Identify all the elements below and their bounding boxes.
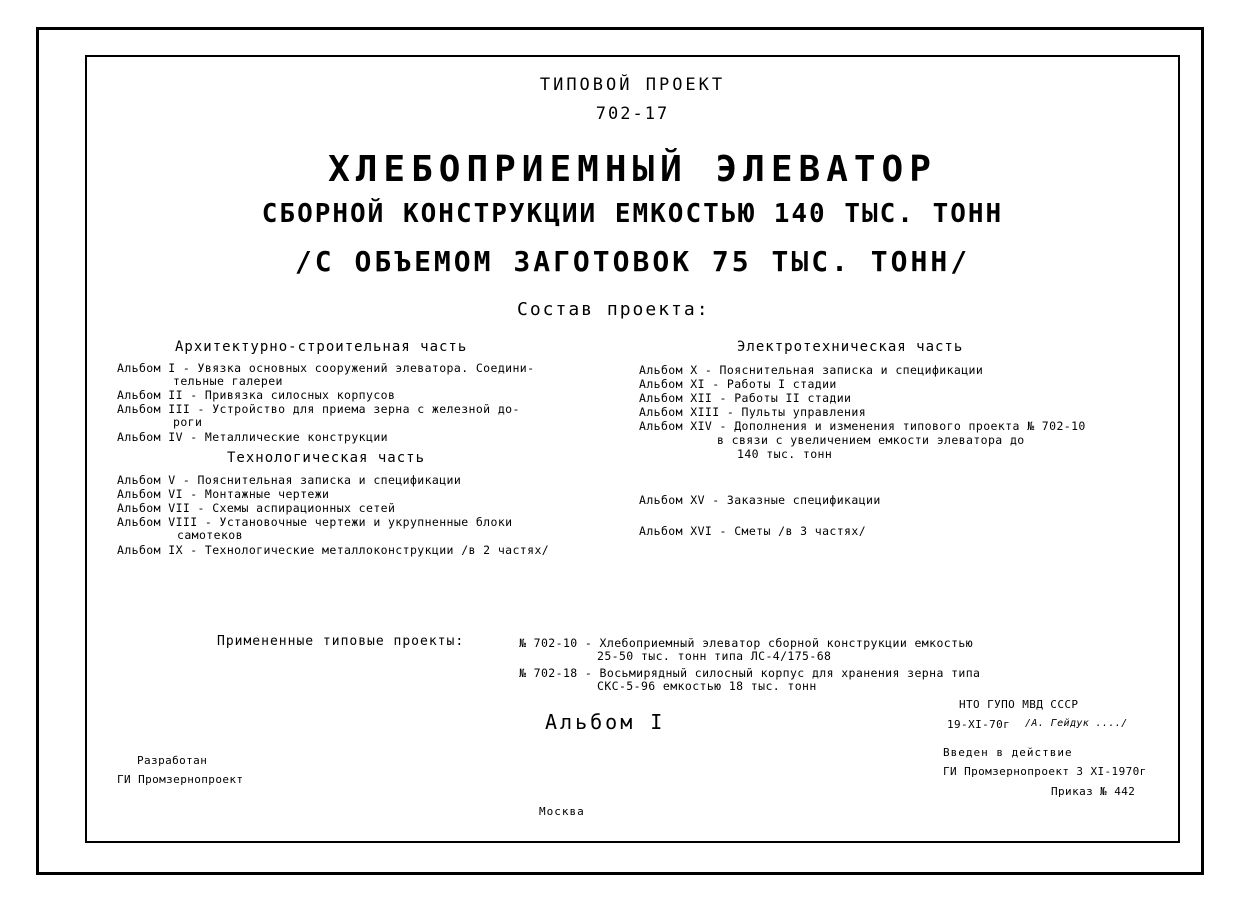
subtitle-capacity: СБОРНОЙ КОНСТРУКЦИИ ЕМКОСТЬЮ 140 ТЫС. ТОНН bbox=[261, 199, 1004, 229]
album-1: Альбом I - Увязка основных сооружений элеватора. Соедини- тельные галереи bbox=[117, 361, 535, 388]
album-2: Альбом II - Привязка силосных корпусов bbox=[117, 388, 396, 402]
developer-label: Разработан bbox=[137, 754, 208, 767]
album-9: Альбом IX - Технологические металлоконструкции /в 2 частях/ bbox=[117, 543, 550, 557]
album-7: Альбом VII - Схемы аспирационных сетей bbox=[117, 501, 396, 515]
developer-org: ГИ Промзернопроект bbox=[117, 773, 244, 786]
approval-date: 19-XI-70г bbox=[947, 718, 1011, 731]
album-14-note-line1: в связи с увеличением емкости элеватора до bbox=[717, 433, 1025, 447]
applied-projects-label: Примененные типовые проекты: bbox=[217, 634, 465, 649]
album-15: Альбом XV - Заказные спецификации bbox=[639, 493, 881, 507]
album-14-note-line2: 140 тыс. тонн bbox=[737, 447, 833, 461]
approval-org: НТО ГУПО МВД СССР bbox=[959, 698, 1079, 711]
main-title: ХЛЕБОПРИЕМНЫЙ ЭЛЕВАТОР bbox=[328, 149, 937, 190]
applied-project-1: № 702-10 - Хлебоприемный элеватор сборной конструкции емкостью 25-50 тыс. тонн типа ЛС-4/175-68 bbox=[519, 636, 974, 663]
enacted-label: Введен в действие bbox=[943, 746, 1073, 759]
album-3: Альбом III - Устройство для приема зерна с железной до- роги bbox=[117, 402, 520, 429]
city: Москва bbox=[539, 805, 585, 818]
elec-section-heading: Электротехническая часть bbox=[737, 339, 964, 355]
album-8: Альбом VIII - Установочные чертежи и укрупненные блоки самотеков bbox=[117, 515, 513, 542]
album-12: Альбом XII - Работы II стадии bbox=[639, 391, 852, 405]
album-6: Альбом VI - Монтажные чертежи bbox=[117, 487, 330, 501]
arch-section-heading: Архитектурно-строительная часть bbox=[175, 339, 468, 355]
title-sheet bbox=[85, 55, 1180, 843]
project-number: 702-17 bbox=[595, 104, 670, 124]
album-11: Альбом XI - Работы I стадии bbox=[639, 377, 837, 391]
album-10: Альбом X - Пояснительная записка и спецификации bbox=[639, 363, 984, 377]
approval-signature: /А. Гейдук ..../ bbox=[1025, 718, 1128, 729]
album-14: Альбом XIV - Дополнения и изменения типового проекта № 702-10 bbox=[639, 419, 1086, 433]
enacted-order: Приказ № 442 bbox=[1051, 785, 1136, 798]
album-13: Альбом XIII - Пульты управления bbox=[639, 405, 867, 419]
enacted-org-date: ГИ Промзернопроект 3 XI-1970г bbox=[943, 765, 1147, 778]
applied-project-2: № 702-18 - Восьмирядный силосный корпус для хранения зерна типа СКС-5-96 емкостью 18 тыс. тонн bbox=[519, 666, 981, 693]
subtitle-volume: /С ОБЪЕМОМ ЗАГОТОВОК 75 ТЫС. ТОНН/ bbox=[294, 245, 971, 278]
album-16: Альбом XVI - Сметы /в 3 частях/ bbox=[639, 524, 867, 538]
album-label: Альбом I bbox=[545, 710, 666, 734]
project-type: ТИПОВОЙ ПРОЕКТ bbox=[539, 75, 726, 95]
composition-heading: Состав проекта: bbox=[517, 299, 710, 320]
tech-section-heading: Технологическая часть bbox=[227, 450, 426, 466]
album-4: Альбом IV - Металлические конструкции bbox=[117, 430, 388, 444]
album-5: Альбом V - Пояснительная записка и спецификации bbox=[117, 473, 462, 487]
